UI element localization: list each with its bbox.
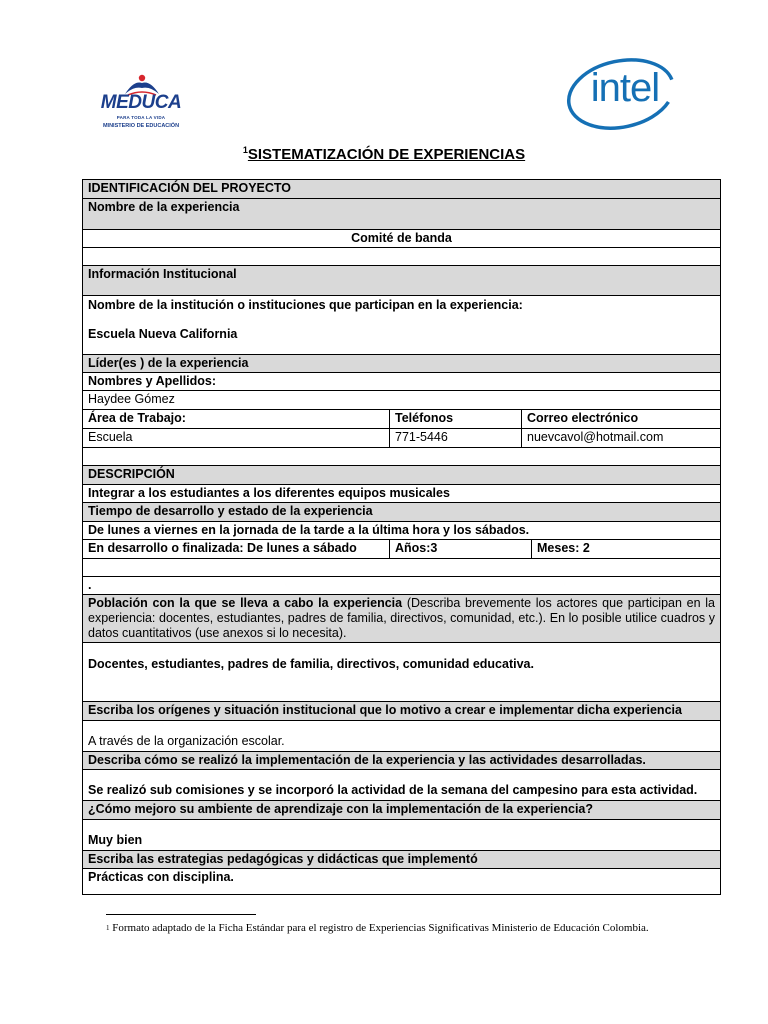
label-environment: ¿Cómo mejoro su ambiente de aprendizaje con la implementación de la experiencia?: [83, 801, 720, 820]
institution-question: Nombre de la institución o instituciones que participan en la experiencia:: [88, 298, 523, 312]
intel-logo: [565, 52, 677, 134]
value-strategies: Prácticas con disciplina.: [88, 870, 234, 884]
label-origins: Escriba los orígenes y situación institucional que lo motivo a crear e implementar dicha experiencia: [83, 702, 720, 721]
label-phones: Teléfonos: [390, 410, 522, 428]
label-population: Población con la que se lleva a cabo la experiencia: [88, 596, 403, 610]
section-identification: IDENTIFICACIÓN DEL PROYECTO: [83, 180, 720, 199]
label-names: Nombres y Apellidos:: [83, 373, 720, 391]
value-origins: A través de la organización escolar.: [83, 721, 720, 752]
value-names: Haydee Gómez: [83, 391, 720, 410]
meduca-logo: [100, 74, 182, 136]
meduca-wordmark: MEDUCA: [100, 92, 182, 113]
status-row: [83, 540, 720, 559]
label-experience-name: Nombre de la experiencia: [83, 199, 720, 230]
label-leader: Líder(es ) de la experiencia: [83, 355, 720, 373]
institution-block: [83, 296, 720, 355]
value-phones: 771-5446: [390, 429, 522, 447]
value-months: Meses: 2: [537, 541, 590, 555]
footnote: [106, 921, 686, 935]
empty-row: [83, 448, 720, 466]
population-label-block: [83, 595, 720, 643]
experience-form: [82, 179, 721, 895]
value-status: En desarrollo o finalizada: De lunes a sábado: [83, 540, 390, 558]
page-title: [0, 146, 768, 163]
label-email: Correo electrónico: [527, 411, 639, 425]
meduca-tagline: PARA TODA LA VIDA: [116, 115, 166, 120]
label-institutional-info: Información Institucional: [83, 266, 720, 296]
label-development-time: Tiempo de desarrollo y estado de la experiencia: [83, 503, 720, 522]
label-implementation: Describa cómo se realizó la implementación de la experiencia y las actividades desarrolladas.: [83, 752, 720, 770]
empty-row: [83, 559, 720, 577]
footnote-divider: [106, 914, 256, 915]
value-email: nuevcavol@hotmail.com: [527, 430, 664, 444]
value-experience-name: Comité de banda: [83, 230, 720, 248]
value-description: Integrar a los estudiantes a los diferentes equipos musicales: [83, 485, 720, 503]
footnote-marker: 1: [106, 924, 110, 932]
footnote-text: Formato adaptado de la Ficha Estándar para el registro de Experiencias Significativas Ministerio de Educación Colombia.: [112, 922, 649, 934]
title-footnote-marker: 1: [242, 145, 248, 155]
label-work-area: Área de Trabajo:: [83, 410, 390, 428]
label-description: DESCRIPCIÓN: [83, 466, 720, 485]
value-development-time: De lunes a viernes en la jornada de la tarde a la última hora y los sábados.: [83, 522, 720, 540]
contact-header-row: [83, 410, 720, 429]
value-years: Años:3: [390, 540, 532, 558]
empty-row: [83, 248, 720, 266]
contact-value-row: [83, 429, 720, 448]
value-environment: Muy bien: [83, 820, 720, 851]
value-work-area: Escuela: [83, 429, 390, 447]
title-text: SISTEMATIZACIÓN DE EXPERIENCIAS: [247, 146, 526, 163]
value-implementation: Se realizó sub comisiones y se incorporó la actividad de la semana del campesino para esta actividad.: [83, 770, 720, 801]
label-strategies: Escriba las estrategias pedagógicas y didácticas que implementó: [83, 851, 720, 869]
intel-wordmark: intel: [590, 66, 660, 110]
meduca-ministry: MINISTERIO DE EDUCACIÓN: [102, 123, 180, 129]
dot-row: .: [83, 577, 720, 595]
institution-value: Escuela Nueva California: [88, 327, 238, 341]
population-hint: (Describa brevemente los actores que participan en la experiencia: docentes, estudiantes, padres de familia, directivos, comunidad, etc.). En lo posible utilice cuadros y datos cuantitativos (use anexos si lo necesita).: [88, 596, 715, 640]
value-population: Docentes, estudiantes, padres de familia, directivos, comunidad educativa.: [83, 643, 720, 702]
